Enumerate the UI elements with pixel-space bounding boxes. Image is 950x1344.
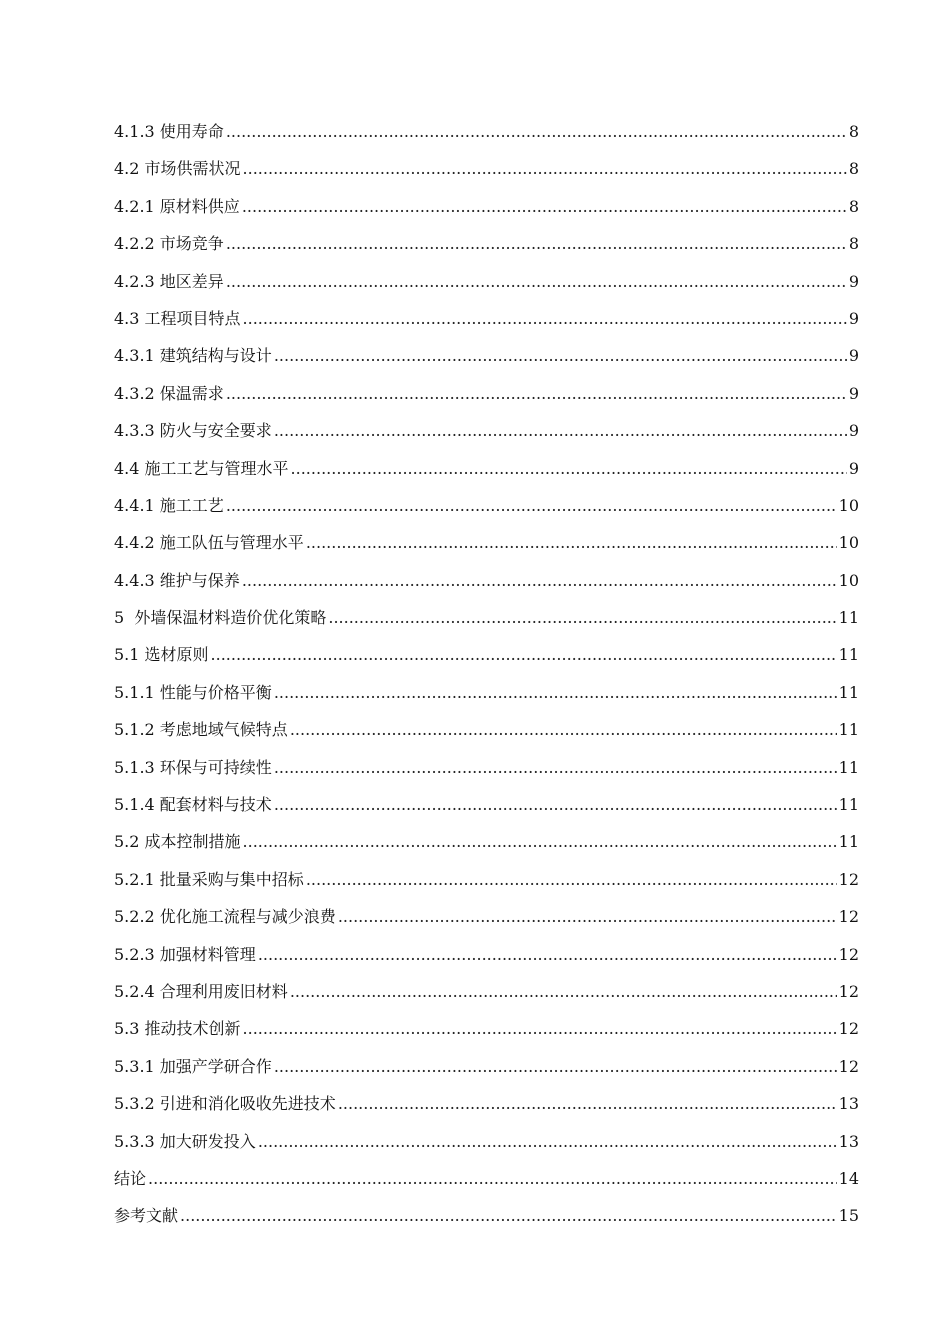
toc-entry[interactable] bbox=[114, 1048, 859, 1085]
toc-dot-leader bbox=[274, 337, 847, 374]
toc-entry-title: 4.3.2 保温需求 bbox=[114, 383, 224, 403]
toc-dot-leader bbox=[242, 188, 847, 225]
toc-entry-title: 4.4.3 维护与保养 bbox=[114, 570, 240, 590]
toc-entry[interactable] bbox=[114, 599, 859, 636]
toc-entry-page: 12 bbox=[838, 869, 859, 889]
toc-entry-title: 5.1.3 环保与可持续性 bbox=[114, 757, 272, 777]
toc-dot-leader bbox=[274, 412, 847, 449]
toc-dot-leader bbox=[338, 1085, 837, 1122]
toc-entry[interactable] bbox=[114, 823, 859, 860]
toc-entry[interactable] bbox=[114, 225, 859, 262]
toc-entry-page: 11 bbox=[838, 757, 859, 777]
toc-entry-page: 13 bbox=[838, 1131, 859, 1151]
toc-dot-leader bbox=[328, 599, 836, 636]
toc-entry-page: 11 bbox=[838, 795, 859, 815]
toc-entry-title: 5 外墙保温材料造价优化策略 bbox=[114, 608, 327, 628]
toc-entry[interactable] bbox=[114, 450, 859, 487]
toc-entry-title: 5.1.2 考虑地域气候特点 bbox=[114, 720, 288, 740]
toc-entry-title: 4.2 市场供需状况 bbox=[114, 159, 241, 179]
toc-entry-title: 参考文献 bbox=[114, 1206, 179, 1226]
toc-entry-page: 10 bbox=[838, 533, 859, 553]
toc-entry-title: 5.3.1 加强产学研合作 bbox=[114, 1056, 272, 1076]
toc-dot-leader bbox=[243, 823, 837, 860]
toc-dot-leader bbox=[274, 1048, 837, 1085]
toc-entry[interactable] bbox=[114, 337, 859, 374]
toc-entry[interactable] bbox=[114, 562, 859, 599]
toc-dot-leader bbox=[274, 674, 837, 711]
toc-entry-title: 4.3.3 防火与安全要求 bbox=[114, 421, 272, 441]
toc-entry-page: 9 bbox=[848, 421, 859, 441]
toc-entry-page: 11 bbox=[838, 832, 859, 852]
toc-entry[interactable] bbox=[114, 861, 859, 898]
toc-entry-title: 4.4 施工工艺与管理水平 bbox=[114, 458, 289, 478]
toc-entry-page: 8 bbox=[848, 196, 859, 216]
toc-entry-page: 8 bbox=[848, 159, 859, 179]
toc-dot-leader bbox=[290, 973, 837, 1010]
toc-entry[interactable] bbox=[114, 300, 859, 337]
toc-entry-title: 4.4.2 施工队伍与管理水平 bbox=[114, 533, 304, 553]
toc-entry[interactable] bbox=[114, 898, 859, 935]
toc-dot-leader bbox=[291, 450, 847, 487]
toc-dot-leader bbox=[243, 150, 847, 187]
toc-entry-title: 5.1 选材原则 bbox=[114, 645, 209, 665]
toc-dot-leader bbox=[258, 936, 837, 973]
toc-entry[interactable] bbox=[114, 263, 859, 300]
toc-dot-leader bbox=[306, 524, 837, 561]
toc-entry[interactable] bbox=[114, 188, 859, 225]
toc-entry-page: 8 bbox=[848, 234, 859, 254]
toc-dot-leader bbox=[180, 1197, 837, 1234]
toc-entry-title: 5.2 成本控制措施 bbox=[114, 832, 241, 852]
toc-dot-leader bbox=[211, 636, 837, 673]
toc-dot-leader bbox=[243, 300, 847, 337]
toc-entry[interactable] bbox=[114, 1123, 859, 1160]
toc-entry-title: 5.3 推动技术创新 bbox=[114, 1019, 241, 1039]
toc-entry-page: 10 bbox=[838, 570, 859, 590]
toc-entry[interactable] bbox=[114, 636, 859, 673]
toc-dot-leader bbox=[258, 1123, 837, 1160]
toc-entry-title: 4.1.3 使用寿命 bbox=[114, 122, 224, 141]
toc-entry-page: 8 bbox=[848, 122, 859, 141]
toc-dot-leader bbox=[306, 861, 837, 898]
toc-entry-page: 11 bbox=[838, 720, 859, 740]
toc-entry-page: 13 bbox=[838, 1094, 859, 1114]
toc-entry[interactable] bbox=[114, 524, 859, 561]
toc-entry-page: 9 bbox=[848, 346, 859, 366]
toc-entry-page: 15 bbox=[838, 1206, 859, 1226]
toc-dot-leader bbox=[226, 375, 847, 412]
toc-entry-page: 9 bbox=[848, 383, 859, 403]
toc-entry[interactable] bbox=[114, 150, 859, 187]
toc-entry-page: 12 bbox=[838, 1056, 859, 1076]
toc-dot-leader bbox=[274, 786, 837, 823]
toc-entry-title: 5.3.2 引进和消化吸收先进技术 bbox=[114, 1094, 336, 1114]
toc-entry[interactable] bbox=[114, 749, 859, 786]
toc-entry-title: 5.2.2 优化施工流程与减少浪费 bbox=[114, 907, 336, 927]
toc-dot-leader bbox=[226, 263, 847, 300]
toc-entry-title: 5.2.4 合理利用废旧材料 bbox=[114, 981, 288, 1001]
toc-dot-leader bbox=[290, 711, 837, 748]
toc-entry-page: 12 bbox=[838, 1019, 859, 1039]
toc-entry-page: 11 bbox=[838, 682, 859, 702]
toc-entry-title: 5.3.3 加大研发投入 bbox=[114, 1131, 256, 1151]
toc-dot-leader bbox=[242, 562, 837, 599]
toc-entry[interactable] bbox=[114, 674, 859, 711]
toc-entry-title: 结论 bbox=[114, 1168, 147, 1188]
toc-entry-title: 5.1.1 性能与价格平衡 bbox=[114, 682, 272, 702]
toc-entry[interactable] bbox=[114, 113, 859, 150]
toc-entry-title: 5.1.4 配套材料与技术 bbox=[114, 795, 272, 815]
toc-entry[interactable] bbox=[114, 412, 859, 449]
toc-dot-leader bbox=[338, 898, 837, 935]
toc-entry[interactable] bbox=[114, 1197, 859, 1234]
table-of-contents bbox=[114, 113, 859, 1235]
toc-entry-page: 9 bbox=[848, 308, 859, 328]
toc-entry-page: 14 bbox=[838, 1168, 859, 1188]
toc-entry-title: 5.2.1 批量采购与集中招标 bbox=[114, 869, 304, 889]
toc-entry-page: 10 bbox=[838, 495, 859, 515]
toc-entry-page: 9 bbox=[848, 271, 859, 291]
toc-entry-title: 5.2.3 加强材料管理 bbox=[114, 944, 256, 964]
toc-entry[interactable] bbox=[114, 936, 859, 973]
toc-entry-title: 4.3 工程项目特点 bbox=[114, 308, 241, 328]
toc-entry[interactable] bbox=[114, 1160, 859, 1197]
toc-entry-title: 4.3.1 建筑结构与设计 bbox=[114, 346, 272, 366]
toc-entry[interactable] bbox=[114, 973, 859, 1010]
toc-dot-leader bbox=[243, 1010, 837, 1047]
toc-entry[interactable] bbox=[114, 1085, 859, 1122]
toc-entry[interactable] bbox=[114, 487, 859, 524]
toc-entry-page: 11 bbox=[838, 645, 859, 665]
toc-entry-title: 4.2.3 地区差异 bbox=[114, 271, 224, 291]
toc-dot-leader bbox=[148, 1160, 837, 1197]
toc-entry[interactable] bbox=[114, 375, 859, 412]
toc-entry[interactable] bbox=[114, 786, 859, 823]
toc-dot-leader bbox=[226, 113, 847, 150]
toc-entry-title: 4.2.1 原材料供应 bbox=[114, 196, 240, 216]
toc-entry-page: 12 bbox=[838, 944, 859, 964]
toc-dot-leader bbox=[226, 487, 837, 524]
toc-entry[interactable] bbox=[114, 1010, 859, 1047]
toc-dot-leader bbox=[226, 225, 847, 262]
toc-entry-page: 11 bbox=[838, 608, 859, 628]
toc-entry-page: 9 bbox=[848, 458, 859, 478]
toc-entry-page: 12 bbox=[838, 981, 859, 1001]
toc-entry-title: 4.2.2 市场竞争 bbox=[114, 234, 224, 254]
toc-entry-page: 12 bbox=[838, 907, 859, 927]
toc-entry-title: 4.4.1 施工工艺 bbox=[114, 495, 224, 515]
toc-entry[interactable] bbox=[114, 711, 859, 748]
toc-dot-leader bbox=[274, 749, 837, 786]
